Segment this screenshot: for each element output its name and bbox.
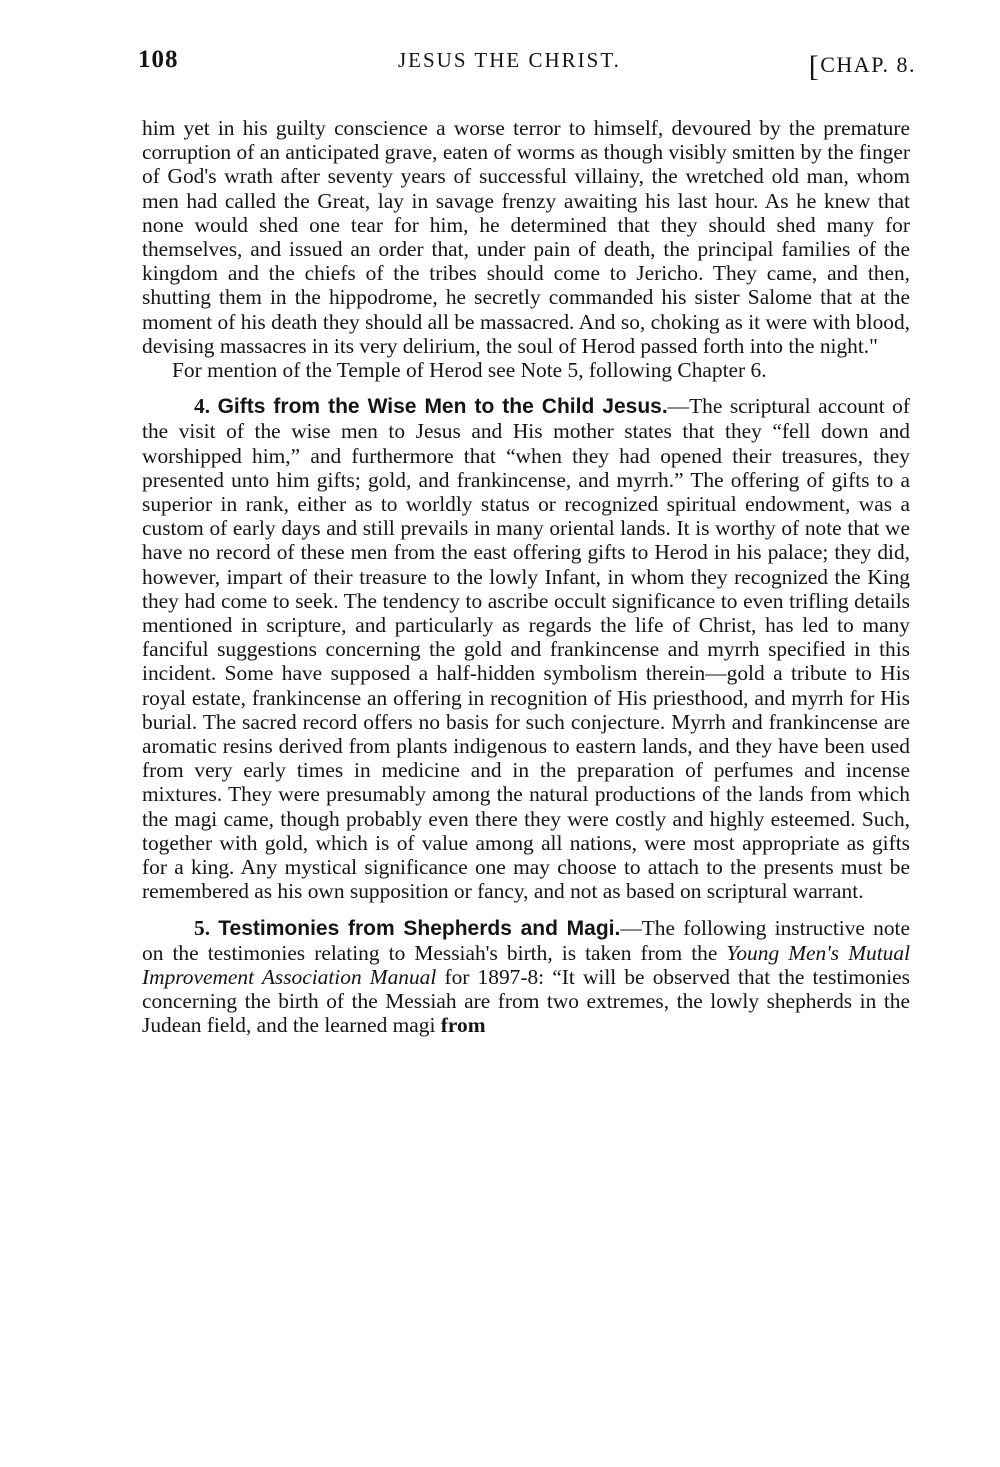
page-body	[142, 84, 910, 1038]
note-4-heading: Gifts from the Wise Men to the Child Jesus.	[217, 395, 668, 419]
chapter-text: CHAP. 8.	[820, 52, 916, 77]
note-4	[142, 394, 910, 903]
page-number: 108	[138, 46, 179, 73]
note-5-manual-title: Young Men's Mutual Improvement Association Manual	[142, 940, 911, 989]
note-5-number: 5.	[194, 915, 211, 940]
paragraph-herod-death: him yet in his guilty conscience a worse terror to himself, devoured by the premature corruption of an anticipated grave, eaten of worms as though visibly smitten by the finger of God's wrath after seventy years of successful villainy, the wretched old man, whom men had called the Great, lay in savage frenzy awaiting his last hour. As he knew that none would shed one tear for him, he determined that they should shed many for themselves, and issued an order that, under pain of death, the principal families of the kingdom and the chiefs of the tribes should come to Jericho. They came, and then, shutting them in the hippodrome, he secretly commanded his sister Salome that at the moment of his death they should all be massacred. And so, choking as it were with blood, devising massacres in its very delirium, the soul of Herod passed forth into the night."	[142, 116, 910, 358]
book-title: JESUS THE CHRIST.	[398, 48, 621, 72]
note-5-heading: Testimonies from Shepherds and Magi.	[218, 916, 621, 940]
running-head	[138, 44, 916, 84]
chapter-label	[808, 46, 916, 83]
book-page	[138, 44, 916, 1038]
note-5-text-a: —The following instructive note on the testimonies relating to Messiah's birth, is taken from the	[142, 915, 910, 965]
chapter-bracket: [	[808, 50, 821, 83]
note-4-number: 4.	[194, 394, 211, 419]
note-4-text: —The scriptural account of the visit of the wise men to Jesus and His mother states that they “fell down and worshipped him,” and furthermore that “when they had opened their treasures, they presented unto him gifts; gold, and frankincense, and myrrh.” The offering of gifts to a superior in rank, either as to worldly status or recognized spiritual endowment, was a custom of early days and still prevails in many oriental lands. It is worthy of note that we have no record of these men from the east offering gifts to Herod in his palace; they did, however, impart of their treasure to the lowly Infant, in whom they recognized the King they had come to seek. The tendency to ascribe occult significance to even trifling details mentioned in scripture, and particularly as regards the life of Christ, has led to many fanciful suggestions concerning the gold and frankincense and myrrh specified in this incident. Some have supposed a half-hidden symbolism therein—gold a tribute to His royal estate, frankincense an offering in recognition of His priesthood, and myrrh for His burial. The sacred record offers no basis for such conjecture. Myrrh and frankincense are aromatic resins derived from plants indigenous to eastern lands, and they have been used from very early times in medicine and in the preparation of perfumes and incense mixtures. They were presumably among the natural productions of the lands from which the magi came, though probably even there they were costly and highly esteemed. Such, together with gold, which is of value among all nations, were most appropriate as gifts for a king. Any mystical significance one may choose to attach to the presents must be remembered as his own supposition or fancy, and not as based on scriptural warrant.	[142, 394, 910, 904]
note-5-text-b: for 1897-8: “It will be observed that the testimonies concerning the birth of the Messiah are from two extremes, the lowly shepherds in the Judean field, and the learned magi	[142, 964, 910, 1038]
note-5	[142, 916, 910, 1038]
note-5-last-word: from	[440, 1013, 486, 1038]
paragraph-temple-note: For mention of the Temple of Herod see Note 5, following Chapter 6.	[172, 358, 767, 383]
